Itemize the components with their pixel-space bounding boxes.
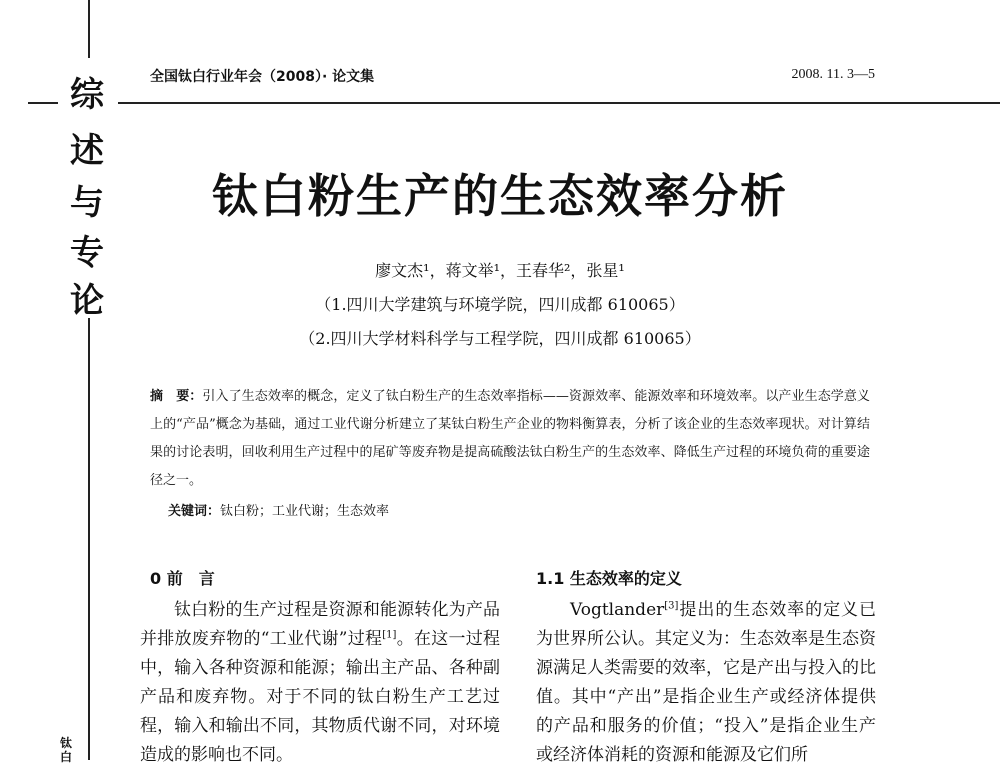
running-header-right: 2008. 11. 3—5 (791, 67, 875, 82)
paper-title: 钛白粉生产的生态效率分析 (212, 169, 788, 223)
para-author: Vogtlander (570, 600, 665, 620)
sidebar-rule (88, 300, 90, 760)
affiliation-2: （2.四川大学材料科学与工程学院，四川成都 610065） (299, 329, 701, 348)
side-label-char: 述 (62, 134, 112, 168)
para-text: 钛白粉的生产过程是资源和能源转化为产品并排放废弃物的“工业代谢”过程 (140, 600, 500, 649)
side-label-char: 与 (62, 186, 112, 220)
header-rule (118, 102, 1000, 104)
side-label-char: 专 (62, 236, 112, 270)
citation: [3] (664, 600, 679, 612)
section-heading-definition: 1.1 生态效率的定义 (536, 569, 682, 588)
paper-authors: 廖文杰¹，蒋文举¹，王春华²，张星¹ (375, 261, 625, 280)
paragraph (140, 596, 500, 770)
abstract-label: 摘 要： (150, 389, 203, 404)
keywords-label: 关键词： (168, 504, 221, 519)
section-heading-intro: 0 前 言 (150, 569, 215, 588)
side-bottom-label: 钛白 (60, 736, 73, 764)
para-text: 。在这一过程中，输入各种资源和能源；输出主产品、各种副产品和废弃物。对于不同的钛白粉生产工艺过程，输入和输出不同，其物质代谢不同，对环境造成的影响也不同。 (140, 629, 500, 765)
abstract-text: 引入了生态效率的概念，定义了钛白粉生产的生态效率指标——资源效率、能源效率和环境效率。以产业生态学意义上的“产品”概念为基础，通过工业代谢分析建立了某钛白粉生产企业的物料衡算表，分析了该企业的生态效率现状。对计算结果的讨论表明，回收利用生产过程中的尾矿等废弃物是提高硫酸法钛白粉生产的生态效率、降低生产过程的环境负荷的重要途径之一。 (150, 389, 870, 488)
abstract (150, 383, 870, 495)
keywords-text: 钛白粉；工业代谢；生态效率 (220, 504, 390, 519)
para-text: 提出的生态效率的定义已为世界所公认。其定义为：生态效率是生态资源满足人类需要的效率，它是产出与投入的比值。其中“产出”是指企业生产或经济体提供的产品和服务的价值；“投入”是指企业生产或经济体消耗的资源和能源及它们所 (536, 600, 876, 765)
right-column-body (536, 596, 876, 770)
running-header-left: 全国钛白行业年会（2008）· 论文集 (150, 69, 375, 85)
side-label-char: 论 (62, 284, 112, 318)
left-column-body (140, 596, 500, 770)
keywords (168, 500, 389, 519)
citation: [1] (382, 629, 397, 641)
side-label-char: 综 (62, 78, 112, 112)
affiliation-1: （1.四川大学建筑与环境学院，四川成都 610065） (315, 295, 685, 314)
paragraph (536, 596, 876, 770)
sidebar-rule-top (88, 0, 90, 58)
sidebar-tick (28, 102, 58, 104)
